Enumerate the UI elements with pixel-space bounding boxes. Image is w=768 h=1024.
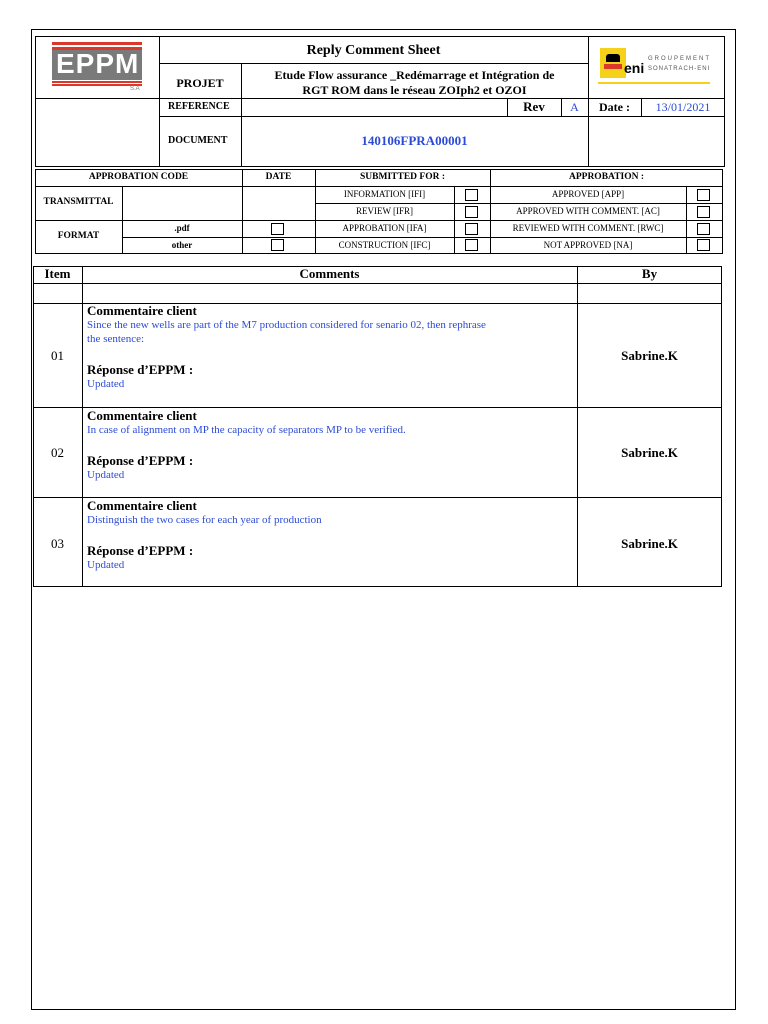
reviewed-with-comment-option: REVIEWED WITH COMMENT. [RWC] <box>512 223 664 233</box>
submitted-for-label: SUBMITTED FOR : <box>360 172 445 182</box>
projet-value-line2: RGT ROM dans le réseau ZOIph2 et OZOI <box>302 83 527 97</box>
date-col-label: DATE <box>265 172 292 182</box>
submitted-construction: CONSTRUCTION [IFC] <box>338 240 431 250</box>
not-approved-option: NOT APPROVED [NA] <box>543 240 633 250</box>
eni-brand-text: eni <box>624 60 645 76</box>
projet-label: PROJET <box>176 76 224 90</box>
eppm-reply-text: Updated <box>87 469 125 481</box>
page-title: Reply Comment Sheet <box>306 43 441 58</box>
projet-value-line1: Etude Flow assurance _Redémarrage et Intégration de <box>274 68 555 82</box>
document-value: 140106FPRA00001 <box>361 133 468 148</box>
eppm-logo <box>50 40 144 95</box>
reference-label: REFERENCE <box>168 101 230 112</box>
app-checkbox[interactable] <box>697 189 710 201</box>
header-comments: Comments <box>299 266 360 281</box>
na-checkbox[interactable] <box>697 239 710 251</box>
client-comment-title: Commentaire client <box>87 498 197 513</box>
eppm-reply-text: Updated <box>87 559 125 571</box>
format-label: FORMAT <box>57 231 100 241</box>
rwc-checkbox[interactable] <box>697 223 710 235</box>
client-comment-text: Since the new wells are part of the M7 production considered for senario 02, then rephrase <box>87 319 486 331</box>
format-pdf-label: .pdf <box>174 223 190 233</box>
submitted-approbation: APPROBATION [IFA] <box>342 223 427 233</box>
table-row-item: 01 <box>51 348 64 363</box>
client-comment-title: Commentaire client <box>87 408 197 423</box>
eppm-logo-text: EPPM <box>56 48 140 79</box>
approved-option: APPROVED [APP] <box>551 189 625 199</box>
reviewer-name: Sabrine.K <box>621 536 678 551</box>
eppm-logo-sub: S.A <box>130 86 140 92</box>
table-row-item: 03 <box>51 536 64 551</box>
ifr-checkbox[interactable] <box>465 206 478 218</box>
submitted-review: REVIEW [IFR] <box>355 206 414 216</box>
client-comment-text: In case of alignment on MP the capacity of separators MP to be verified. <box>87 424 406 436</box>
date-value: 13/01/2021 <box>655 100 711 114</box>
groupement-text: GROUPEMENT <box>648 56 712 62</box>
client-comment-title: Commentaire client <box>87 303 197 318</box>
format-pdf-checkbox[interactable] <box>271 223 284 235</box>
eppm-reply-text: Updated <box>87 378 125 390</box>
format-other-label: other <box>171 240 193 250</box>
ifa-checkbox[interactable] <box>465 223 478 235</box>
approbation-label: APPROBATION : <box>568 172 645 182</box>
eppm-reply-title: Réponse d’EPPM : <box>87 362 194 377</box>
ac-checkbox[interactable] <box>697 206 710 218</box>
transmittal-label: TRANSMITTAL <box>43 197 114 207</box>
reviewer-name: Sabrine.K <box>621 445 678 460</box>
client-comment-text: Distinguish the two cases for each year of production <box>87 514 322 526</box>
approved-with-comment-option: APPROVED WITH COMMENT. [AC] <box>516 206 660 216</box>
document-label: DOCUMENT <box>168 135 228 146</box>
date-label: Date : <box>599 100 630 114</box>
reviewer-name: Sabrine.K <box>621 348 678 363</box>
header-item: Item <box>44 266 71 281</box>
rev-value: A <box>570 100 579 114</box>
eppm-reply-title: Réponse d’EPPM : <box>87 453 194 468</box>
rev-label: Rev <box>523 99 545 114</box>
approbation-code-label: APPROBATION CODE <box>88 172 189 182</box>
eppm-reply-title: Réponse d’EPPM : <box>87 543 194 558</box>
ifc-checkbox[interactable] <box>465 239 478 251</box>
format-other-checkbox[interactable] <box>271 239 284 251</box>
client-comment-text-2: the sentence: <box>87 333 145 345</box>
sonatrach-eni-logo <box>598 46 713 88</box>
sonatrach-eni-text: SONATRACH-ENI <box>648 66 711 72</box>
submitted-information: INFORMATION [IFI] <box>343 189 426 199</box>
table-row-item: 02 <box>51 445 64 460</box>
ifi-checkbox[interactable] <box>465 189 478 201</box>
header-by: By <box>641 266 658 281</box>
